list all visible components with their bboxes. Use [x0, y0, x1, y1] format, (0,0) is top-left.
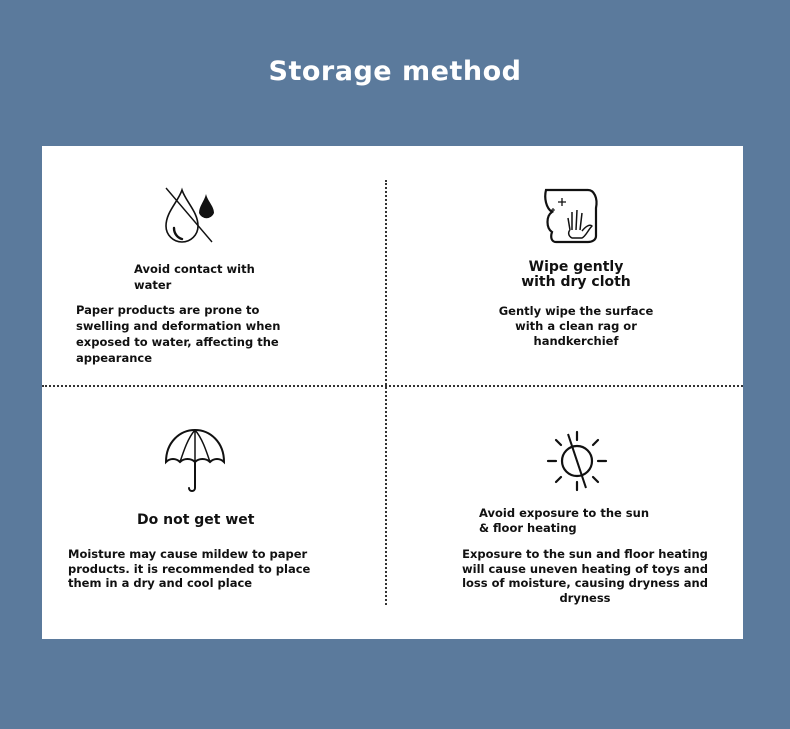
- storage-tips-panel: [42, 146, 743, 639]
- vertical-divider: [385, 180, 387, 605]
- horizontal-divider: [42, 385, 743, 387]
- sun-crossed-icon: [546, 430, 608, 492]
- tip-description: Exposure to the sun and floor heating will cause uneven heating of toys and loss of moisture, causing dryness and dryness: [462, 547, 708, 605]
- cloth-hand-icon: [542, 186, 604, 244]
- tip-heading: Wipe gently with dry cloth: [521, 259, 631, 290]
- water-drop-crossed-icon: [160, 184, 218, 246]
- tip-description: Paper products are prone to swelling and deformation when exposed to water, affecting the appearance: [76, 303, 281, 365]
- tip-description: Moisture may cause mildew to paper products. it is recommended to place them in a dry and cool place: [68, 547, 311, 590]
- page-title: Storage method: [268, 56, 522, 87]
- umbrella-icon: [164, 428, 226, 494]
- tip-description: Gently wipe the surface with a clean rag or handkerchief: [498, 304, 654, 348]
- tip-heading: Do not get wet: [137, 512, 255, 528]
- tip-heading: Avoid contact with water: [134, 262, 255, 292]
- tip-heading: Avoid exposure to the sun & floor heating: [479, 506, 650, 535]
